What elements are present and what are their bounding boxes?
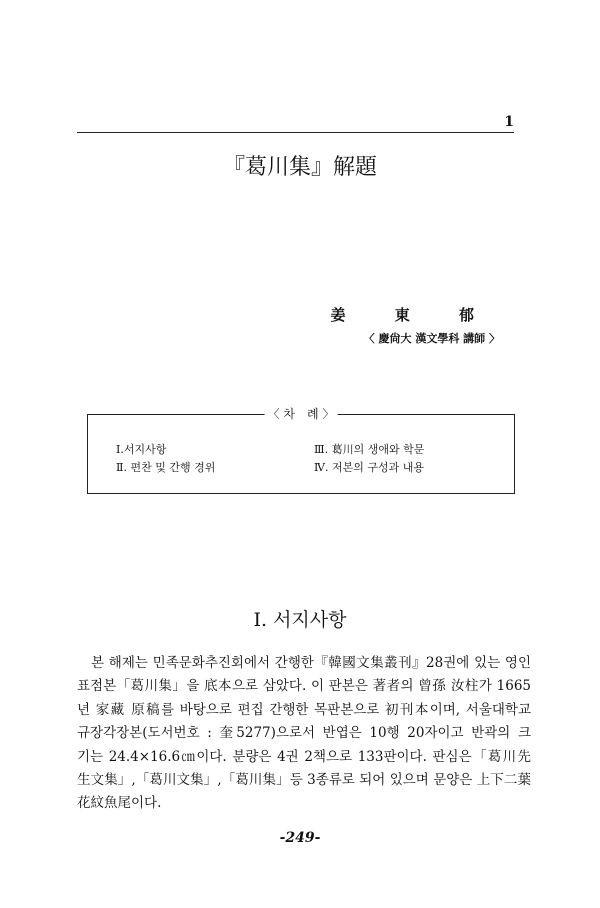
toc-item: Ⅰ.서지사항 (116, 443, 167, 456)
section-heading: Ⅰ. 서지사항 (253, 609, 347, 631)
toc-item: Ⅲ. 葛川의 생애와 학문 (314, 443, 425, 456)
body-line: 본 해제는 민족문화추진회에서 간행한『韓國文集叢刊』28권에 있는 영인 (91, 655, 531, 671)
section-body (77, 652, 531, 816)
author-name: 姜 東 郁 (330, 306, 496, 324)
body-line: 년 家藏 原稿를 바탕으로 편집 간행한 목판본으로 初刊本이며, 서울대학교 (77, 701, 531, 718)
header-rule (77, 132, 514, 133)
body-line: 표점본「葛川集」을 底本으로 삼았다. 이 판본은 著者의 曾孫 汝柱가 1665 (77, 678, 531, 695)
toc-item: Ⅱ. 편찬 및 간행 경위 (116, 461, 216, 474)
author-affiliation: 〈 慶尙大 漢文學科 講師 〉 (363, 332, 500, 345)
toc-item: Ⅳ. 저본의 구성과 내용 (314, 461, 424, 474)
body-line: 花紋魚尾이다. (77, 795, 162, 812)
toc-heading: 〈 차 례 〉 (265, 405, 338, 422)
body-line: 규장각장본(도서번호 : 奎5277)으로서 반엽은 10행 20자이고 반곽의 크 (77, 725, 531, 742)
document-title: 『葛川集』解題 (222, 155, 377, 180)
table-of-contents (87, 407, 515, 494)
body-line: 生文集」,「葛川文集」,「葛川集」등 3종류로 되어 있으며 문양은 上下二葉 (77, 772, 531, 789)
header-page-number: 1 (504, 114, 514, 130)
footer-page-number: -249- (279, 830, 321, 846)
body-line: 기는 24.4×16.6㎝이다. 분량은 4권 2책으로 133판이다. 판심은「葛川先 (77, 748, 531, 765)
